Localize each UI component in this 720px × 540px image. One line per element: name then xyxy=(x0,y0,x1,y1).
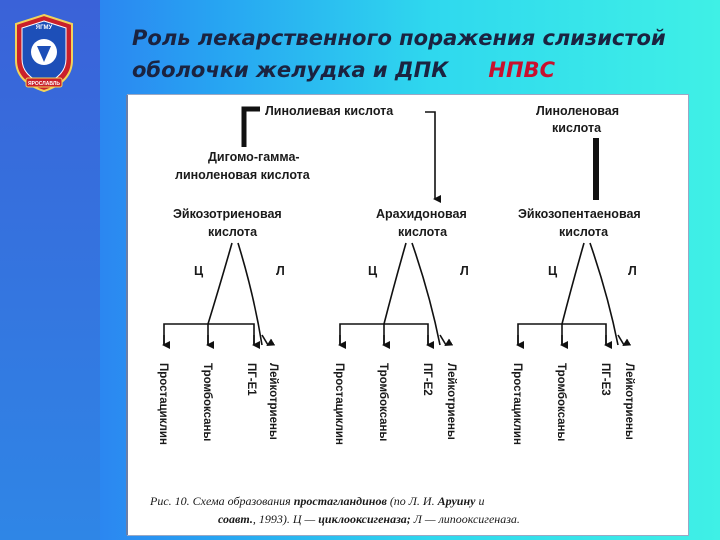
linoleic-thick-bracket xyxy=(244,109,260,147)
caption-1c: (по Л. И. xyxy=(386,494,438,508)
prostacyclin-label-3: Простациклин xyxy=(511,363,523,445)
pg-e2-label: ПГ-Е2 xyxy=(421,363,433,396)
diagram-panel xyxy=(128,95,688,535)
title-line-1: Роль лекарственного поражения слизистой xyxy=(132,26,666,50)
cox-branch-line-3 xyxy=(562,243,584,324)
caption-2a: соавт. xyxy=(218,512,253,526)
branch-group-eicosapentaenoic xyxy=(511,243,637,445)
university-logo xyxy=(10,12,78,94)
branch-group-eicosatrienoic xyxy=(157,243,285,445)
linoleic-acid-label: Линолиевая кислота xyxy=(265,104,394,118)
prostacyclin-label-2: Простациклин xyxy=(333,363,345,445)
title-accent: НПВС xyxy=(488,58,555,82)
caption-2c: циклооксигеназа; xyxy=(318,512,411,526)
title-line-2-text: оболочки желудка и ДПК xyxy=(132,58,449,82)
arrow-leukotriene-3 xyxy=(618,335,624,345)
eicosatrienoic-label-1: Эйкозотриеновая xyxy=(173,207,282,221)
logo-text-top: ЯГМУ xyxy=(35,25,53,31)
caption-1d: Аруину xyxy=(437,494,476,508)
arrow-to-arachidonic xyxy=(425,112,435,199)
left-sidebar xyxy=(0,0,100,540)
cox-branch-line-2 xyxy=(384,243,406,324)
arrow-leukotriene-2 xyxy=(440,335,446,345)
linolenic-thick-bar xyxy=(593,138,599,200)
lipoxygenase-label-3: Л xyxy=(628,264,637,278)
eicosapentaenoic-label-1: Эйкозопентаеновая xyxy=(518,207,641,221)
figure-caption-line-1 xyxy=(149,494,484,508)
thromboxane-label-2: Тромбоксаны xyxy=(377,363,389,442)
logo-text-bottom: ЯРОСЛАВЛЬ xyxy=(28,81,60,87)
title-line-2 xyxy=(132,54,712,86)
cyclooxygenase-label-1: Ц xyxy=(194,264,204,278)
leukotriene-label-3: Лейкотриены xyxy=(623,363,635,440)
cyclooxygenase-label-2: Ц xyxy=(368,264,378,278)
lox-branch-line-3 xyxy=(590,243,618,345)
caption-1b: простагландинов xyxy=(293,494,387,508)
caption-1e: и xyxy=(475,494,485,508)
branch-group-arachidonic xyxy=(333,243,469,445)
lox-branch-line-2 xyxy=(412,243,440,345)
arachidonic-label-1: Арахидоновая xyxy=(376,207,467,221)
leukotriene-label-1: Лейкотриены xyxy=(267,363,279,440)
cox-branch-line-1 xyxy=(208,243,232,324)
cyclooxygenase-label-3: Ц xyxy=(548,264,558,278)
eicosatrienoic-label-2: кислота xyxy=(208,225,258,239)
linolenic-acid-label-2: кислота xyxy=(552,121,602,135)
leukotriene-label-2: Лейкотриены xyxy=(445,363,457,440)
thromboxane-label-3: Тромбоксаны xyxy=(555,363,567,442)
thromboxane-label-1: Тромбоксаны xyxy=(201,363,213,442)
arachidonic-label-2: кислота xyxy=(398,225,448,239)
linolenic-acid-label-1: Линоленовая xyxy=(536,104,620,118)
caption-2d: Л — липооксигеназа. xyxy=(410,512,520,526)
caption-2b: , 1993). Ц — xyxy=(252,512,319,526)
cox-bracket-1 xyxy=(164,324,254,345)
arrow-leukotriene-1 xyxy=(262,335,268,345)
caption-1a: Рис. 10. Схема образования xyxy=(150,494,294,508)
lox-branch-line-1 xyxy=(238,243,262,345)
pg-e1-label: ПГ-Е1 xyxy=(245,363,257,396)
figure-caption-line-2 xyxy=(218,512,520,526)
dihomo-label-2: линоленовая кислота xyxy=(175,168,310,182)
prostacyclin-label-1: Простациклин xyxy=(157,363,169,445)
eicosapentaenoic-label-2: кислота xyxy=(559,225,609,239)
prostaglandin-scheme xyxy=(128,95,688,535)
lipoxygenase-label-1: Л xyxy=(276,264,285,278)
slide-title xyxy=(132,22,712,86)
lipoxygenase-label-2: Л xyxy=(460,264,469,278)
pg-e3-label: ПГ-Е3 xyxy=(599,363,611,396)
dihomo-label-1: Дигомо-гамма- xyxy=(208,150,300,164)
